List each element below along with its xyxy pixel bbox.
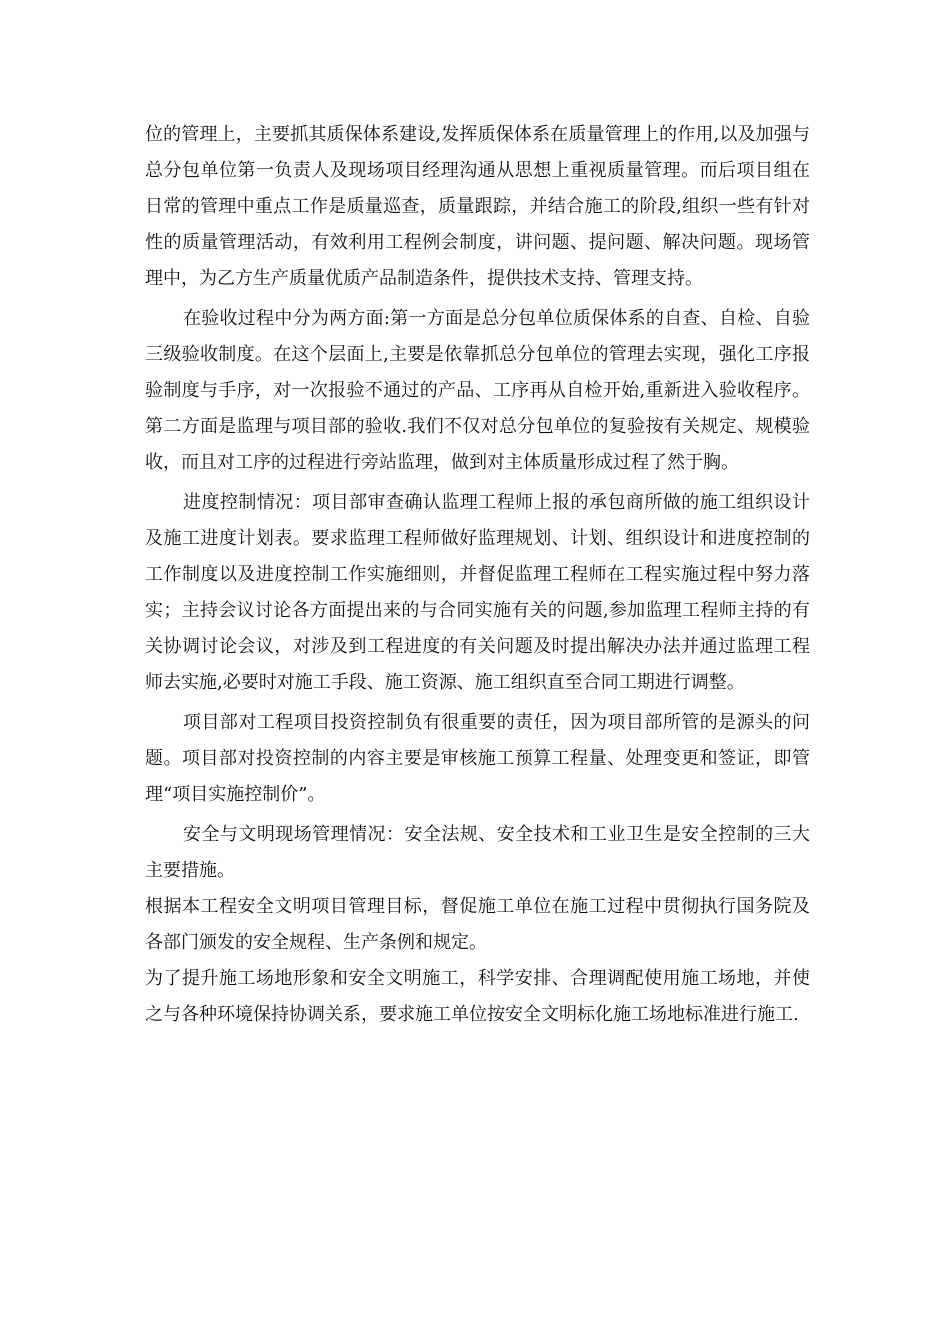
paragraph-safety-civilization: 安全与文明现场管理情况：安全法规、安全技术和工业卫生是安全控制的三大主要措施。 xyxy=(145,824,810,881)
paragraph-investment-control: 项目部对工程项目投资控制负有很重要的责任，因为项目部所管的是源头的问题。项目部对投资控制的内容主要是审核施工预算工程量、处理变更和签证，即管理“项目实施控制价”。 xyxy=(145,712,810,805)
document-body xyxy=(145,117,810,1033)
paragraph-site-image: 为了提升施工场地形象和安全文明施工，科学安排、合理调配使用施工场地，并使之与各种环境保持协调关系，要求施工单位按安全文明标化施工场地标准进行施工. xyxy=(145,968,810,1025)
paragraph-safety-targets: 根据本工程安全文明项目管理目标，督促施工单位在施工过程中贯彻执行国务院及各部门颁发的安全规程、生产条例和规定。 xyxy=(145,896,810,953)
paragraph-quality-management: 位的管理上，主要抓其质保体系建设,发挥质保体系在质量管理上的作用,以及加强与总分包单位第一负责人及现场项目经理沟通从思想上重视质量管理。而后项目组在日常的管理中重点工作是质量巡查，质量跟踪，并结合施工的阶段,组织一些有针对性的质量管理活动，有效利用工程例会制度，讲问题、提问题、解决问题。现场管理中，为乙方生产质量优质产品制造条件，提供技术支持、管理支持。 xyxy=(145,124,810,289)
paragraph-acceptance-process: 在验收过程中分为两方面:第一方面是总分包单位质保体系的自查、自检、自验三级验收制度。在这个层面上,主要是依靠抓总分包单位的管理去实现，强化工序报验制度与手序，对一次报验不通过的产品、工序再从自检开始,重新进入验收程序。第二方面是监理与项目部的验收.我们不仅对总分包单位的复验按有关规定、规模验收，而且对工序的过程进行旁站监理，做到对主体质量形成过程了然于胸。 xyxy=(145,308,810,473)
paragraph-schedule-control: 进度控制情况：项目部审查确认监理工程师上报的承包商所做的施工组织设计及施工进度计划表。要求监理工程师做好监理规划、计划、组织设计和进度控制的工作制度以及进度控制工作实施细则，并督促监理工程师在工程实施过程中努力落实；主持会议讨论各方面提出来的与合同实施有关的问题,参加监理工程师主持的有关协调讨论会议，对涉及到工程进度的有关问题及时提出解决办法并通过监理工程师去实施,必要时对施工手段、施工资源、施工组织直至合同工期进行调整。 xyxy=(145,492,810,693)
